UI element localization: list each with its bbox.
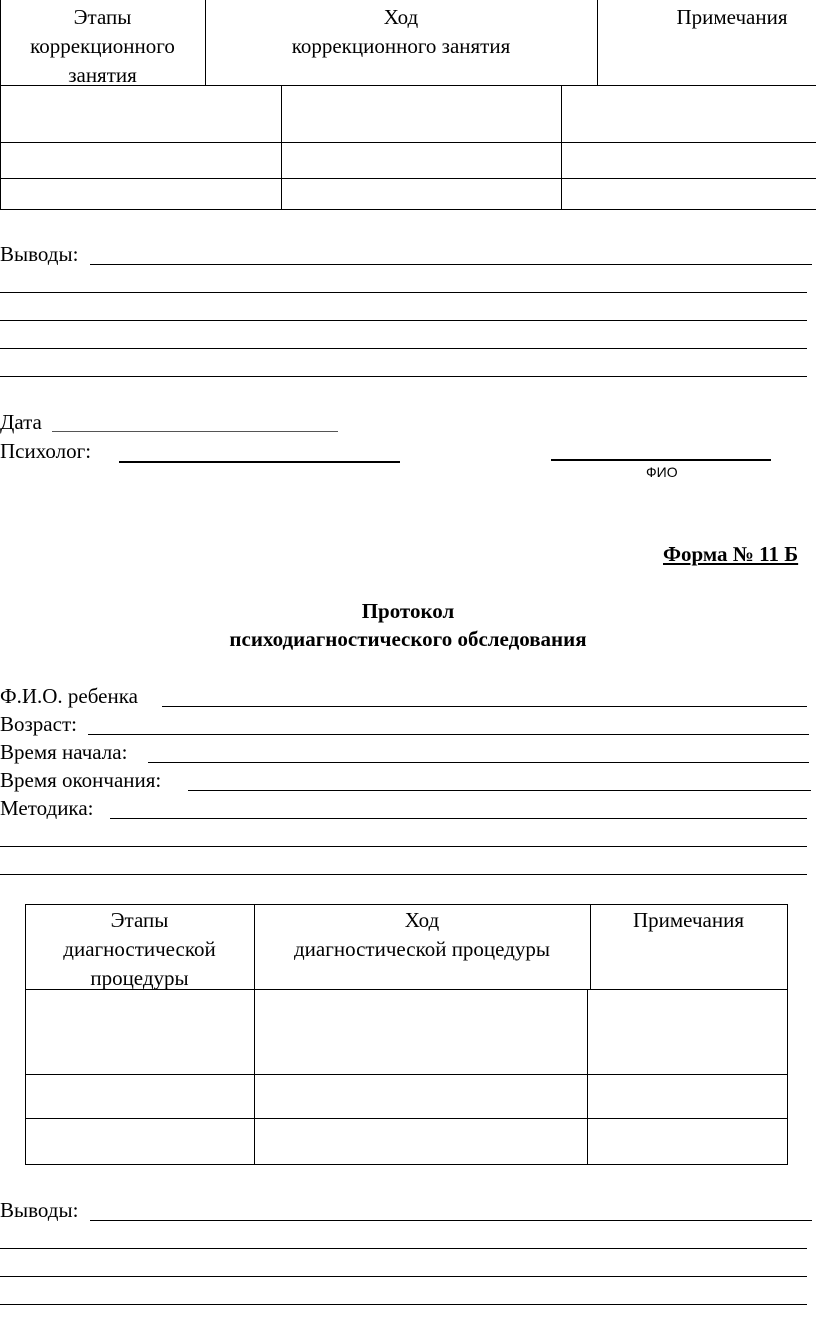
psychologist-label: Психолог: xyxy=(0,439,92,463)
conclusions-line[interactable] xyxy=(90,264,812,265)
protocol-title: Протокол xyxy=(361,599,455,623)
child-name-line[interactable] xyxy=(162,706,807,707)
protocol-subtitle: психодиагностического обследования xyxy=(229,627,587,651)
table2-header-stages: Этапы диагностической процедуры xyxy=(63,908,216,990)
method-line[interactable] xyxy=(110,818,807,819)
table2-header-course: Ход диагностической процедуры xyxy=(293,908,551,961)
table2-header-notes: Примечания xyxy=(632,908,744,932)
table1-header-stages: Этапы коррекционного занятия xyxy=(30,5,175,87)
fio-label: ФИО xyxy=(646,464,678,480)
conclusions-line[interactable] xyxy=(0,1304,807,1305)
table-cell[interactable] xyxy=(588,990,787,1074)
conclusions-line[interactable] xyxy=(0,1248,807,1249)
method-line[interactable] xyxy=(0,874,807,875)
start-time-line[interactable] xyxy=(148,762,809,763)
table-cell[interactable] xyxy=(255,990,587,1074)
date-label: Дата xyxy=(0,410,42,434)
method-label: Методика: xyxy=(0,796,94,820)
conclusions-line[interactable] xyxy=(0,376,807,377)
conclusions-line[interactable] xyxy=(0,1276,807,1277)
end-time-line[interactable] xyxy=(188,790,811,791)
table-cell[interactable] xyxy=(26,990,254,1074)
child-name-label: Ф.И.О. ребенка xyxy=(0,684,138,708)
method-line[interactable] xyxy=(0,846,807,847)
end-time-label: Время окончания: xyxy=(0,768,162,792)
age-label: Возраст: xyxy=(0,712,77,736)
table1-header-notes: Примечания xyxy=(676,5,788,29)
age-line[interactable] xyxy=(88,734,809,735)
conclusions-line[interactable] xyxy=(90,1220,812,1221)
conclusions-label: Выводы: xyxy=(0,1198,79,1222)
date-line[interactable] xyxy=(52,431,338,432)
table1-header-course: Ход коррекционного занятия xyxy=(291,5,511,58)
psychologist-signature-line[interactable] xyxy=(119,461,400,463)
start-time-label: Время начала: xyxy=(0,740,128,764)
form-number: Форма № 11 Б xyxy=(663,542,799,566)
conclusions-line[interactable] xyxy=(0,292,807,293)
fio-line[interactable] xyxy=(551,459,771,461)
conclusions-line[interactable] xyxy=(0,348,807,349)
conclusions-line[interactable] xyxy=(0,320,807,321)
conclusions-label: Выводы: xyxy=(0,242,79,266)
